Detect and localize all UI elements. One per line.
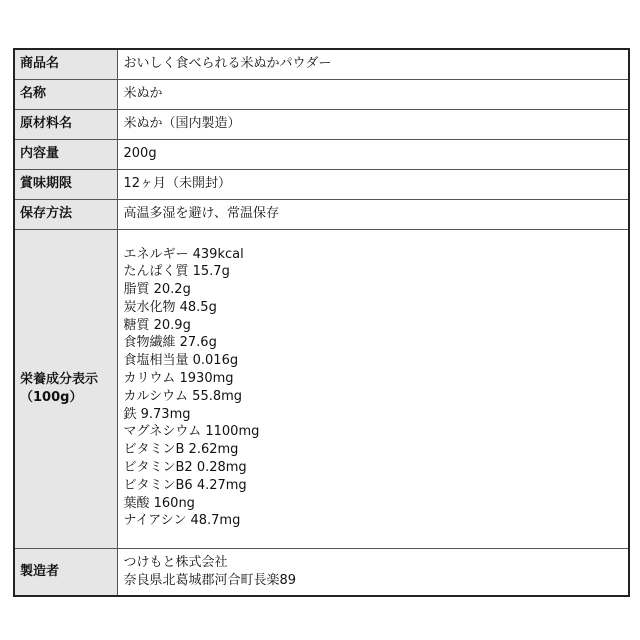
nutrition-values [117,229,629,548]
row-name [14,79,629,109]
nutrition-label [14,229,117,548]
name-value: 米ぬか [117,79,629,109]
manufacturer-address: 奈良県北葛城郡河合町長楽89 [123,572,297,588]
best-before-value: 12ヶ月（未開封） [117,169,629,199]
row-storage [14,199,629,229]
name-label: 名称 [14,79,117,109]
nutrition-item: カリウム 1930mg [123,371,234,387]
product-name-label: 商品名 [14,49,117,79]
nutrition-item: ビタミンB 2.62mg [123,442,239,458]
best-before-label: 賞味期限 [14,169,117,199]
nutrition-item: カルシウム 55.8mg [123,388,243,404]
manufacturer-company: つけもと株式会社 [123,554,228,570]
ingredients-value: 米ぬか（国内製造） [117,109,629,139]
nutrition-item: ナイアシン 48.7mg [123,513,241,529]
row-manufacturer [14,548,629,596]
nutrition-label-basis: （100g） [20,389,83,405]
row-ingredients [14,109,629,139]
manufacturer-label: 製造者 [14,548,117,596]
storage-label: 保存方法 [14,199,117,229]
row-content [14,139,629,169]
nutrition-label-title: 栄養成分表示 [20,371,99,387]
nutrition-item: 食物繊維 27.6g [123,335,217,351]
ingredients-label: 原材料名 [14,109,117,139]
nutrition-item: 食塩相当量 0.016g [123,353,239,369]
nutrition-item: 鉄 9.73mg [123,406,191,422]
row-product-name [14,49,629,79]
manufacturer-value [117,548,629,596]
storage-value: 高温多湿を避け、常温保存 [117,199,629,229]
content-label: 内容量 [14,139,117,169]
nutrition-item: 炭水化物 48.5g [123,299,217,315]
nutrition-item: 糖質 20.9g [123,317,191,333]
nutrition-item: エネルギー 439kcal [123,246,244,262]
nutrition-item: マグネシウム 1100mg [123,424,260,440]
row-nutrition [14,229,629,548]
product-info-table [13,48,630,597]
nutrition-item: ビタミンB2 0.28mg [123,460,247,476]
content-value: 200g [117,139,629,169]
product-name-value: おいしく食べられる米ぬかパウダー [117,49,629,79]
nutrition-item: たんぱく質 15.7g [123,264,230,280]
nutrition-item: ビタミンB6 4.27mg [123,477,247,493]
nutrition-item: 脂質 20.2g [123,282,191,298]
nutrition-item: 葉酸 160ng [123,495,195,511]
row-best-before [14,169,629,199]
